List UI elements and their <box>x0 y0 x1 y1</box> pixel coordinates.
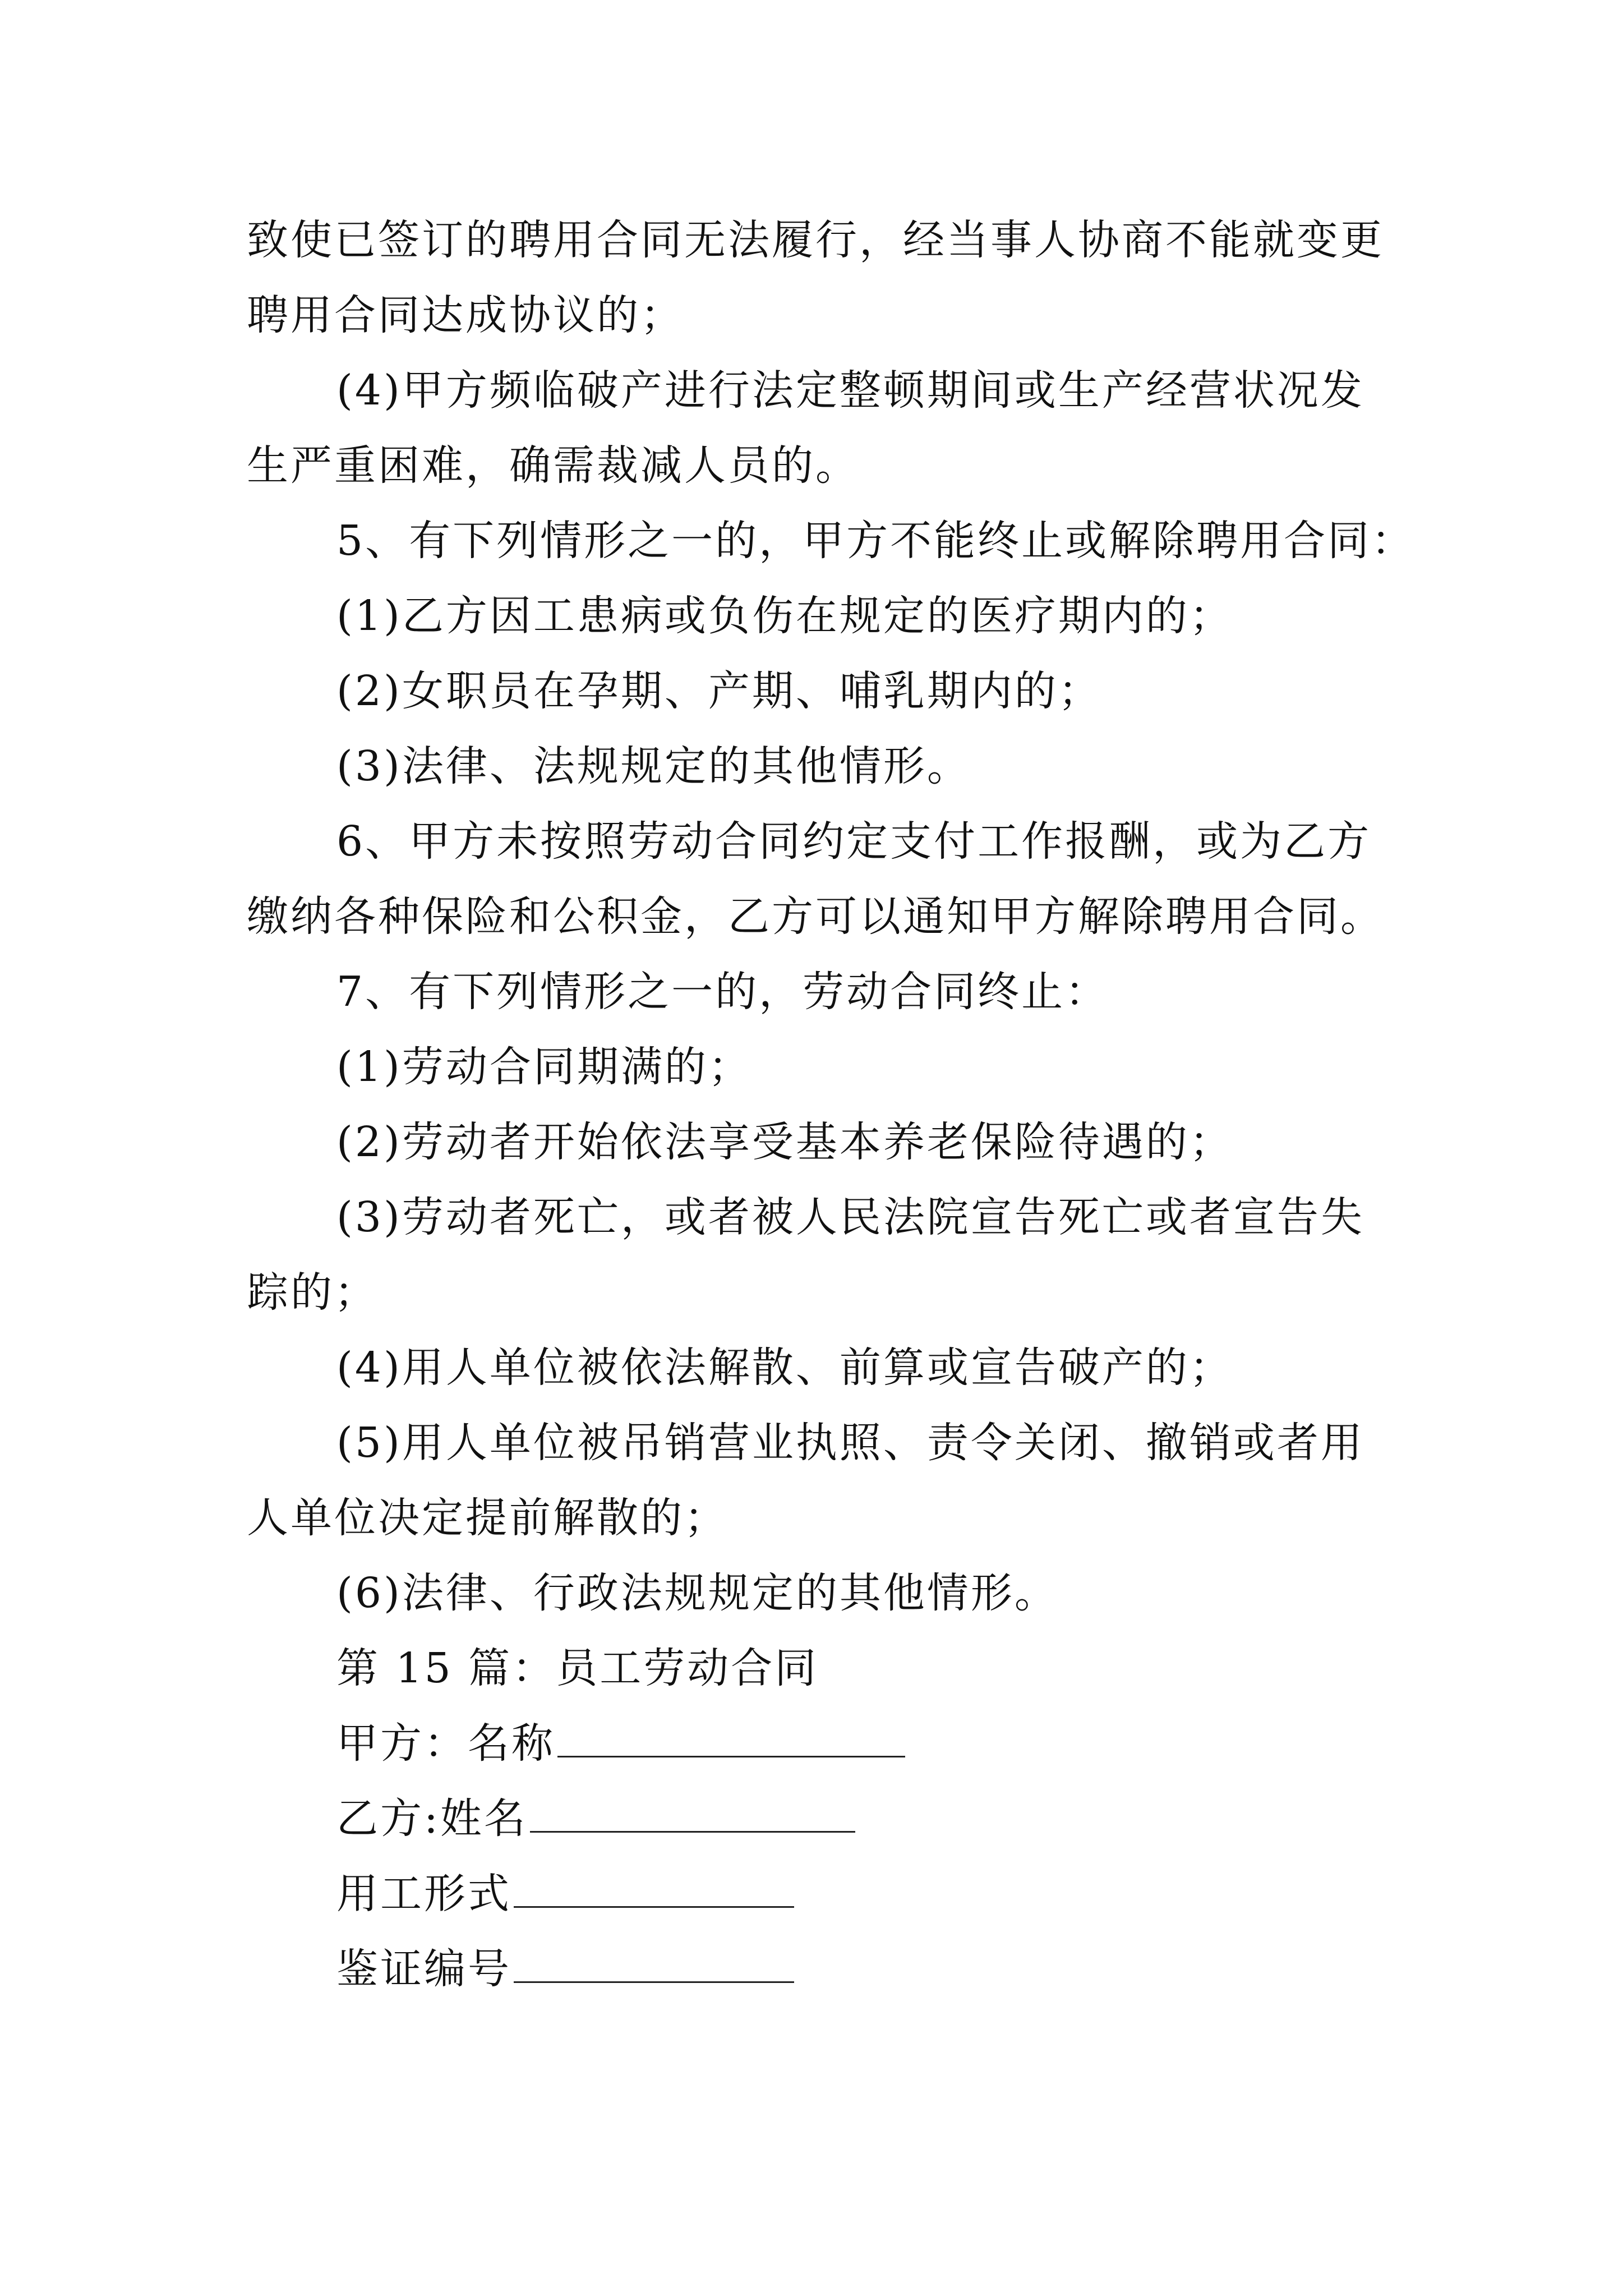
paragraph-line: (2)劳动者开始依法享受基本养老保险待遇的； <box>336 1118 1233 1166</box>
paragraph-line: 生严重困难，确需裁减人员的。 <box>247 441 859 490</box>
field-label: 用工形式 <box>336 1870 511 1918</box>
field-label: 甲方：名称 <box>336 1719 555 1768</box>
paragraph-line: 致使已签订的聘用合同无法履行，经当事人协商不能就变更 <box>247 216 1384 264</box>
paragraph-line: 人单位决定提前解散的； <box>247 1494 728 1542</box>
paragraph-line: 缴纳各种保险和公积金，乙方可以通知甲方解除聘用合同。 <box>247 892 1384 941</box>
section-heading: 第 15 篇：员工劳动合同 <box>336 1644 819 1692</box>
field-label: 乙方:姓名 <box>336 1795 528 1843</box>
paragraph-line: (5)用人单位被吊销营业执照、责令关闭、撤销或者用 <box>336 1419 1364 1467</box>
blank-underline <box>514 1944 794 1983</box>
party-b-name-field <box>336 1791 855 1847</box>
paragraph-line: 7、有下列情形之一的，劳动合同终止： <box>336 968 1109 1016</box>
paragraph-line: (1)乙方因工患病或负伤在规定的医疗期内的； <box>336 592 1233 640</box>
paragraph-line: (3)劳动者死亡，或者被人民法院宣告死亡或者宣告失 <box>336 1193 1364 1241</box>
paragraph-line: (4)甲方频临破产进行法定整顿期间或生产经营状况发 <box>336 366 1364 415</box>
paragraph-line: (1)劳动合同期满的； <box>336 1043 752 1091</box>
paragraph-line: 聘用合同达成协议的； <box>247 291 684 339</box>
paragraph-line: 6、甲方未按照劳动合同约定支付工作报酬，或为乙方 <box>336 817 1372 866</box>
blank-underline <box>514 1869 794 1908</box>
employment-form-field <box>336 1866 794 1922</box>
paragraph-line: (3)法律、法规规定的其他情形。 <box>336 742 971 790</box>
paragraph-line: (6)法律、行政法规规定的其他情形。 <box>336 1569 1058 1617</box>
paragraph-line: (2)女职员在孕期、产期、哺乳期内的； <box>336 667 1102 715</box>
paragraph-line: 5、有下列情形之一的，甲方不能终止或解除聘用合同： <box>336 517 1415 565</box>
blank-underline <box>557 1719 905 1757</box>
paragraph-line: (4)用人单位被依法解散、前算或宣告破产的； <box>336 1343 1233 1392</box>
field-label: 鉴证编号 <box>336 1945 511 1993</box>
verification-number-field <box>336 1941 794 1997</box>
paragraph-line: 踪的； <box>247 1268 378 1317</box>
blank-underline <box>530 1794 855 1833</box>
party-a-name-field <box>336 1715 905 1772</box>
